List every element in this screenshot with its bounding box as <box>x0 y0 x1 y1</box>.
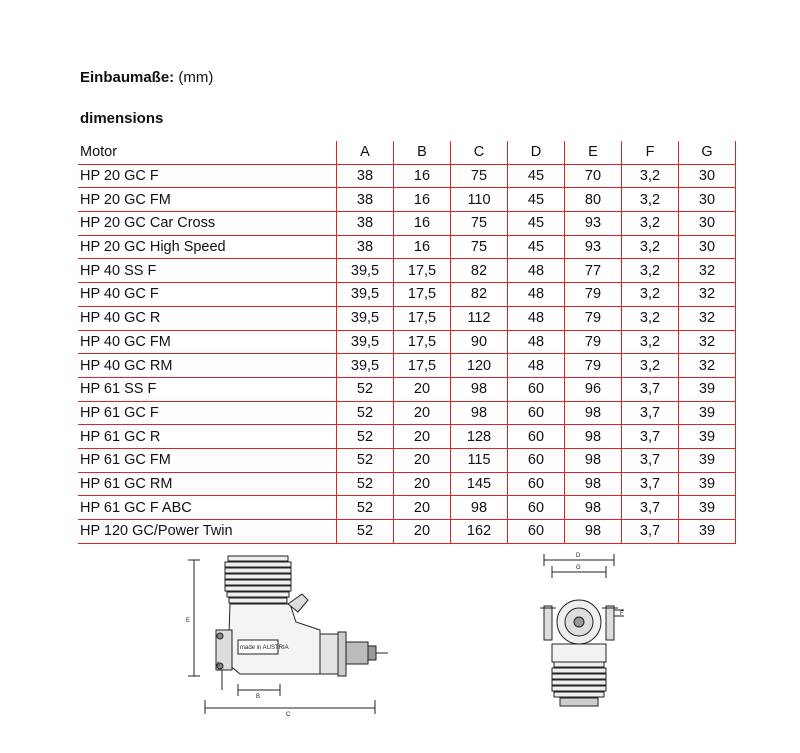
cell-d: 60 <box>508 401 565 425</box>
cell-e: 77 <box>565 259 622 283</box>
label-f: F <box>620 611 624 617</box>
cell-g: 32 <box>679 259 736 283</box>
cell-motor: HP 61 GC FM <box>78 448 337 472</box>
section-subtitle: dimensions <box>80 110 164 127</box>
cell-b: 17,5 <box>394 283 451 307</box>
cell-motor: HP 40 GC R <box>78 306 337 330</box>
table-row <box>78 306 736 330</box>
cell-c: 162 <box>451 520 508 544</box>
cell-a: 38 <box>337 164 394 188</box>
cell-d: 45 <box>508 164 565 188</box>
cell-c: 75 <box>451 164 508 188</box>
cell-d: 60 <box>508 425 565 449</box>
cell-c: 145 <box>451 472 508 496</box>
cell-a: 52 <box>337 377 394 401</box>
cell-a: 39,5 <box>337 283 394 307</box>
cell-c: 115 <box>451 448 508 472</box>
cell-b: 20 <box>394 472 451 496</box>
table-row <box>78 330 736 354</box>
cell-b: 16 <box>394 164 451 188</box>
cell-b: 17,5 <box>394 306 451 330</box>
cell-g: 39 <box>679 401 736 425</box>
cell-e: 98 <box>565 496 622 520</box>
table-row <box>78 472 736 496</box>
header-b: B <box>394 141 451 164</box>
cell-f: 3,7 <box>622 448 679 472</box>
cell-motor: HP 61 SS F <box>78 377 337 401</box>
cell-e: 93 <box>565 235 622 259</box>
cell-e: 79 <box>565 330 622 354</box>
cell-c: 128 <box>451 425 508 449</box>
header-g: G <box>679 141 736 164</box>
label-d: D <box>576 553 581 559</box>
cell-b: 20 <box>394 448 451 472</box>
header-c: C <box>451 141 508 164</box>
cell-c: 110 <box>451 188 508 212</box>
label-a: A <box>216 662 221 668</box>
cell-a: 38 <box>337 235 394 259</box>
table-body <box>78 164 736 543</box>
cell-e: 98 <box>565 425 622 449</box>
cell-a: 39,5 <box>337 306 394 330</box>
table-row <box>78 401 736 425</box>
cell-b: 20 <box>394 520 451 544</box>
cell-g: 32 <box>679 283 736 307</box>
cell-g: 32 <box>679 306 736 330</box>
cell-g: 32 <box>679 354 736 378</box>
cell-f: 3,2 <box>622 283 679 307</box>
table-row <box>78 377 736 401</box>
cell-b: 20 <box>394 401 451 425</box>
cell-c: 75 <box>451 235 508 259</box>
table-row <box>78 425 736 449</box>
cell-d: 60 <box>508 520 565 544</box>
cell-c: 82 <box>451 259 508 283</box>
cell-b: 16 <box>394 188 451 212</box>
table-row <box>78 164 736 188</box>
cell-f: 3,7 <box>622 401 679 425</box>
cell-d: 60 <box>508 377 565 401</box>
header-motor: Motor <box>78 141 337 164</box>
cell-c: 98 <box>451 401 508 425</box>
cell-motor: HP 40 GC F <box>78 283 337 307</box>
engine-front-view-drawing <box>530 548 630 720</box>
cell-f: 3,2 <box>622 306 679 330</box>
cell-motor: HP 20 GC F <box>78 164 337 188</box>
cell-motor: HP 120 GC/Power Twin <box>78 520 337 544</box>
cell-b: 20 <box>394 377 451 401</box>
cell-b: 17,5 <box>394 259 451 283</box>
cell-f: 3,2 <box>622 164 679 188</box>
cell-g: 30 <box>679 212 736 236</box>
cell-a: 39,5 <box>337 259 394 283</box>
cell-e: 96 <box>565 377 622 401</box>
cell-d: 45 <box>508 188 565 212</box>
cell-f: 3,7 <box>622 496 679 520</box>
cell-a: 52 <box>337 448 394 472</box>
header-e: E <box>565 141 622 164</box>
cell-motor: HP 40 GC RM <box>78 354 337 378</box>
cell-motor: HP 61 GC R <box>78 425 337 449</box>
cell-e: 79 <box>565 283 622 307</box>
cell-g: 39 <box>679 520 736 544</box>
header-a: A <box>337 141 394 164</box>
cell-d: 48 <box>508 306 565 330</box>
cell-f: 3,7 <box>622 472 679 496</box>
cell-e: 98 <box>565 401 622 425</box>
cell-f: 3,7 <box>622 425 679 449</box>
cell-f: 3,2 <box>622 188 679 212</box>
cell-a: 38 <box>337 188 394 212</box>
label-e: E <box>186 618 191 624</box>
page-title <box>80 69 213 86</box>
table-row <box>78 496 736 520</box>
cell-d: 60 <box>508 496 565 520</box>
label-c: C <box>286 712 291 718</box>
cell-f: 3,2 <box>622 354 679 378</box>
cell-b: 20 <box>394 496 451 520</box>
cell-b: 17,5 <box>394 354 451 378</box>
cell-g: 39 <box>679 448 736 472</box>
table-row <box>78 235 736 259</box>
cell-c: 90 <box>451 330 508 354</box>
header-f: F <box>622 141 679 164</box>
cell-d: 60 <box>508 472 565 496</box>
cell-a: 52 <box>337 472 394 496</box>
cell-c: 120 <box>451 354 508 378</box>
cell-d: 60 <box>508 448 565 472</box>
table-row <box>78 520 736 544</box>
cell-a: 39,5 <box>337 330 394 354</box>
cell-a: 52 <box>337 520 394 544</box>
table-row <box>78 354 736 378</box>
cell-motor: HP 40 GC FM <box>78 330 337 354</box>
cell-motor: HP 61 GC F <box>78 401 337 425</box>
cell-a: 52 <box>337 425 394 449</box>
cell-f: 3,2 <box>622 235 679 259</box>
title-unit: (mm) <box>178 69 214 86</box>
cell-d: 48 <box>508 330 565 354</box>
table-row <box>78 283 736 307</box>
cell-e: 79 <box>565 354 622 378</box>
cell-c: 75 <box>451 212 508 236</box>
cell-g: 39 <box>679 377 736 401</box>
title-label: Einbaumaße: <box>80 69 175 86</box>
cell-motor: HP 61 GC F ABC <box>78 496 337 520</box>
cell-b: 20 <box>394 425 451 449</box>
label-g: G <box>576 565 581 571</box>
engine-side-view-drawing <box>180 548 395 720</box>
cell-e: 98 <box>565 472 622 496</box>
cell-f: 3,2 <box>622 330 679 354</box>
cell-e: 79 <box>565 306 622 330</box>
cell-b: 16 <box>394 235 451 259</box>
table-row <box>78 212 736 236</box>
made-in-austria-stamp: made in AUSTRIA <box>240 645 289 651</box>
cell-a: 52 <box>337 401 394 425</box>
cell-e: 93 <box>565 212 622 236</box>
table-row <box>78 259 736 283</box>
cell-e: 98 <box>565 520 622 544</box>
cell-f: 3,2 <box>622 259 679 283</box>
cell-motor: HP 20 GC FM <box>78 188 337 212</box>
cell-f: 3,7 <box>622 520 679 544</box>
cell-d: 45 <box>508 212 565 236</box>
cell-b: 17,5 <box>394 330 451 354</box>
label-b: B <box>256 694 261 700</box>
cell-a: 52 <box>337 496 394 520</box>
cell-d: 48 <box>508 283 565 307</box>
cell-f: 3,2 <box>622 212 679 236</box>
cell-c: 82 <box>451 283 508 307</box>
cell-f: 3,7 <box>622 377 679 401</box>
cell-c: 98 <box>451 377 508 401</box>
cell-g: 39 <box>679 472 736 496</box>
cell-g: 30 <box>679 235 736 259</box>
cell-g: 39 <box>679 425 736 449</box>
cell-g: 39 <box>679 496 736 520</box>
cell-g: 30 <box>679 188 736 212</box>
cell-e: 70 <box>565 164 622 188</box>
cell-b: 16 <box>394 212 451 236</box>
cell-motor: HP 20 GC Car Cross <box>78 212 337 236</box>
cell-c: 112 <box>451 306 508 330</box>
cell-e: 80 <box>565 188 622 212</box>
cell-d: 48 <box>508 354 565 378</box>
cell-c: 98 <box>451 496 508 520</box>
cell-e: 98 <box>565 448 622 472</box>
table-row <box>78 448 736 472</box>
cell-d: 45 <box>508 235 565 259</box>
cell-a: 39,5 <box>337 354 394 378</box>
cell-g: 32 <box>679 330 736 354</box>
cell-motor: HP 40 SS F <box>78 259 337 283</box>
dimensions-table <box>78 141 736 544</box>
cell-motor: HP 20 GC High Speed <box>78 235 337 259</box>
cell-d: 48 <box>508 259 565 283</box>
cell-g: 30 <box>679 164 736 188</box>
table-row <box>78 188 736 212</box>
header-d: D <box>508 141 565 164</box>
cell-a: 38 <box>337 212 394 236</box>
cell-motor: HP 61 GC RM <box>78 472 337 496</box>
table-header-row <box>78 141 736 164</box>
